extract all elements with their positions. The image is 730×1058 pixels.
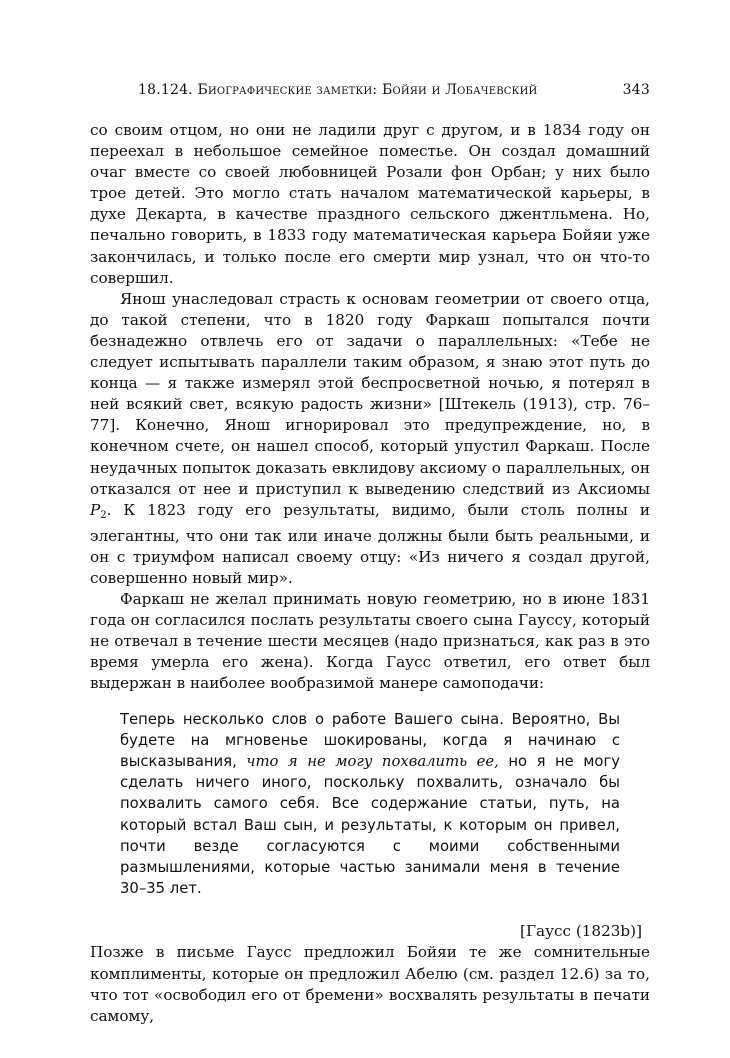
quote-citation: [Гаусс (1823b)] [520, 922, 642, 941]
quote-text-after: но я не могу сделать ничего иного, поскольку похвалить, означало бы похвалить самого себя. Все содержание статьи, путь, на который встал Ваш сын, и результаты, к которым он привел, почти везде согласуются с моими собственными размышлениями, которые частью занимали меня в течение 30–35 лет. [120, 752, 621, 898]
paragraph-2-text-after: . К 1823 году его результаты, видимо, были столь полны и элегантны, что они так или иначе должны были быть реальными, и он с триумфом написал своему отцу: «Из ничего я создал другой, совершенно новый мир». [90, 500, 650, 587]
block-quote [120, 709, 620, 900]
body-text [90, 120, 650, 1027]
quote-text-before: Теперь несколько слов о работе Вашего сына. Вероятно, Вы будете на мгновенье шокированы, когда я начинаю с высказывания, [120, 710, 620, 770]
axiom-letter: P [90, 500, 101, 519]
axiom-subscript: 2 [100, 509, 107, 521]
quote-emphasis: что я не могу похвалить ее, [246, 752, 499, 770]
running-header [90, 82, 650, 98]
paragraph-3: Фаркаш не желал принимать новую геометрию, но в июне 1831 года он согласился послать результаты своего сына Гауссу, который не отвечал в течение шести месяцев (надо признаться, как раз в это время умерла его жена). Когда Гаусс ответил, его ответ был выдержан в наиболее вообразимой манере самоподачи: [90, 590, 650, 693]
paragraph-2-text-before: Янош унаследовал страсть к основам геометрии от своего отца, до такой степени, что в 1820 году Фаркаш попытался почти безнадежно отвлечь его от задачи о параллельных: «Тебе не следует испытывать параллели таким образом, я знаю этот путь до конца — я также измерял этой беспросветной ночью, я потерял в ней всякий свет, всякую радость жизни» [Штекель (1913), стр. 76–77]. Конечно, Янош игнорировал это предупреждение, но, в конечном счете, он нашел способ, который упустил Фаркаш. После неудачных попыток доказать евклидову аксиому о параллельных, он отказался от нее и приступил к выведению следствий из Аксиомы [90, 289, 650, 498]
header-title: 18.124. Биографические заметки: Бойяи и Лобачевский [138, 82, 538, 98]
paragraph-4: Позже в письме Гаусс предложил Бойяи те же сомнительные комплименты, которые он предложил Абелю (см. раздел 12.6) за то, что тот «освободил его от бремени» восхвалять результаты в печати самому, [90, 943, 650, 1025]
paragraph-2 [90, 289, 650, 589]
book-page [90, 82, 650, 1027]
axiom-symbol [90, 501, 107, 519]
page-number: 343 [622, 82, 650, 98]
paragraph-1: со своим отцом, но они не ладили друг с другом, и в 1834 году он переехал в небольшое семейное поместье. Он создал домашний очаг вместе со своей любовницей Розали фон Орбан; у них было трое детей. Это могло стать началом математической карьеры, в духе Декарта, в качестве праздного сельского джентльмена. Но, печально говорить, в 1833 году математическая карьера Бойяи уже закончилась, и только после его смерти мир узнал, что он что-то совершил. [90, 121, 650, 287]
